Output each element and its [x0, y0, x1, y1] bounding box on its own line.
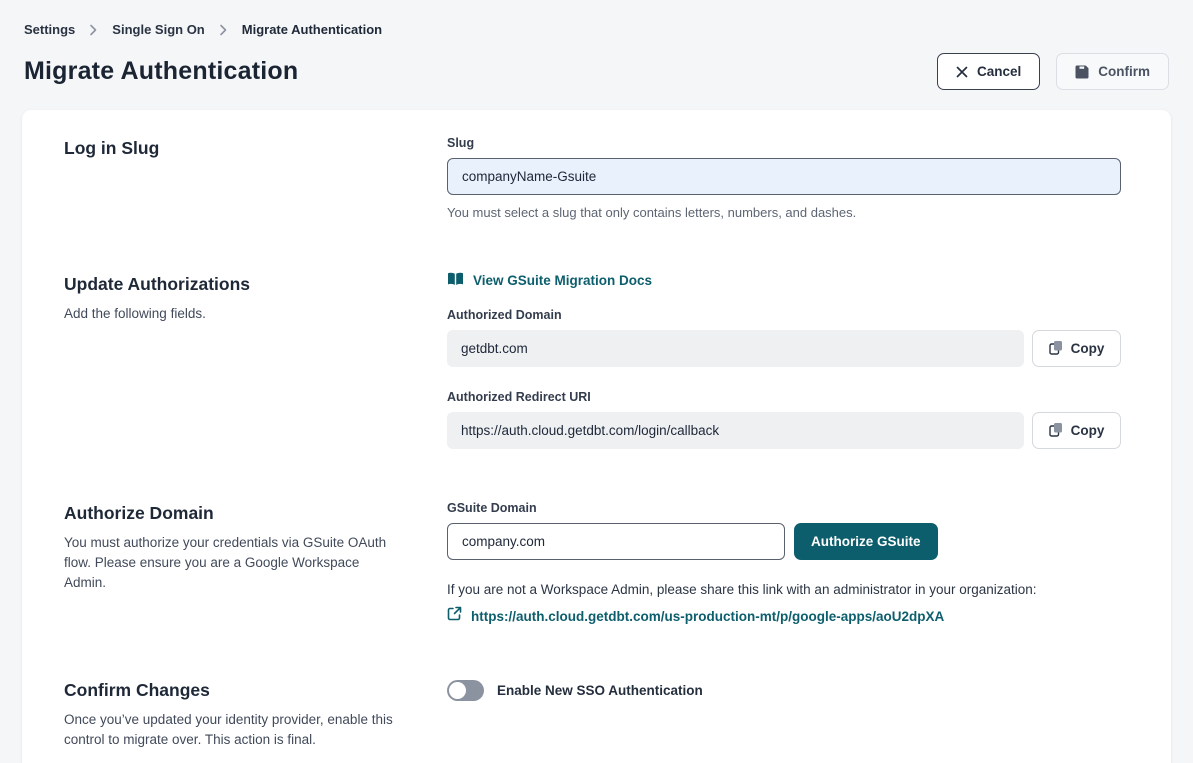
authorized-domain-label: Authorized Domain — [447, 308, 562, 322]
authorized-redirect-uri-label: Authorized Redirect URI — [447, 390, 591, 404]
authorized-redirect-uri-value: https://auth.cloud.getdbt.com/login/callback — [447, 412, 1024, 449]
section-confirm-changes-right — [447, 678, 1121, 750]
enable-sso-toggle-label: Enable New SSO Authentication — [497, 683, 703, 698]
section-authorize-domain-left — [64, 501, 447, 626]
slug-label: Slug — [447, 136, 475, 150]
slug-helper-text: You must select a slug that only contains letters, numbers, and dashes. — [447, 205, 857, 220]
authorized-domain-value: getdbt.com — [447, 330, 1024, 367]
section-description: You must authorize your credentials via GSuite OAuth flow. Please ensure you are a Google Workspace Admin. — [64, 535, 387, 590]
authorized-redirect-uri-block — [447, 390, 1121, 449]
authorized-redirect-uri-row — [447, 412, 1121, 449]
close-icon — [956, 66, 968, 78]
section-authorize-domain-right — [447, 501, 1121, 626]
enable-sso-toggle-row — [447, 678, 1121, 701]
chevron-right-icon — [219, 24, 228, 36]
cancel-button-label: Cancel — [976, 64, 1022, 79]
gsuite-domain-input[interactable] — [447, 523, 785, 560]
breadcrumb-migrate-authentication: Migrate Authentication — [241, 22, 383, 37]
section-heading: Log in Slug — [64, 138, 160, 158]
external-link-icon — [447, 606, 462, 626]
breadcrumb-single-sign-on[interactable]: Single Sign On — [112, 22, 205, 37]
section-authorize-domain — [64, 501, 1121, 626]
breadcrumb — [22, 0, 1171, 37]
copy-icon — [1049, 422, 1063, 440]
docs-link-label: View GSuite Migration Docs — [473, 273, 653, 288]
section-login-slug-right — [447, 136, 1121, 220]
confirm-button[interactable] — [1056, 53, 1169, 90]
section-login-slug — [64, 136, 1121, 220]
copy-icon — [1049, 340, 1063, 358]
section-update-authorizations-left — [64, 272, 447, 449]
section-confirm-changes — [64, 678, 1121, 750]
migrate-authentication-card — [22, 110, 1171, 763]
toggle-knob — [449, 682, 466, 699]
section-update-authorizations-right — [447, 272, 1121, 449]
page-title: Migrate Authentication — [24, 57, 299, 85]
gsuite-domain-row — [447, 523, 1121, 560]
slug-input[interactable] — [447, 158, 1121, 195]
confirm-button-label: Confirm — [1098, 64, 1150, 79]
gsuite-domain-label: GSuite Domain — [447, 501, 537, 515]
admin-share-link[interactable]: https://auth.cloud.getdbt.com/us-production-mt/p/google-apps/aoU2dpXA — [471, 608, 945, 624]
book-icon — [447, 272, 464, 289]
share-link-row[interactable] — [447, 606, 944, 626]
header-actions — [937, 53, 1169, 90]
copy-redirect-uri-button[interactable] — [1032, 412, 1121, 449]
section-heading: Update Authorizations — [64, 274, 251, 294]
page-header — [22, 37, 1171, 90]
authorize-gsuite-button[interactable]: Authorize GSuite — [794, 523, 938, 560]
authorized-domain-row — [447, 330, 1121, 367]
section-description: Once you’ve updated your identity provider, enable this control to migrate over. This action is final. — [64, 712, 393, 747]
section-update-authorizations — [64, 272, 1121, 449]
section-confirm-changes-left — [64, 678, 447, 750]
section-description: Add the following fields. — [64, 306, 206, 321]
breadcrumb-settings[interactable]: Settings — [24, 22, 76, 37]
authorized-domain-block — [447, 308, 1121, 367]
copy-button-label: Copy — [1070, 423, 1105, 438]
enable-sso-toggle[interactable] — [447, 680, 484, 701]
section-heading: Confirm Changes — [64, 680, 210, 700]
cancel-button[interactable] — [937, 53, 1040, 90]
gsuite-migration-docs-link[interactable] — [447, 272, 652, 289]
copy-authorized-domain-button[interactable] — [1032, 330, 1121, 367]
workspace-admin-note: If you are not a Workspace Admin, please share this link with an administrator in your organization: — [447, 582, 1037, 597]
section-login-slug-left — [64, 136, 447, 220]
section-heading: Authorize Domain — [64, 503, 214, 523]
chevron-right-icon — [89, 24, 98, 36]
save-icon — [1075, 65, 1089, 79]
copy-button-label: Copy — [1070, 341, 1105, 356]
